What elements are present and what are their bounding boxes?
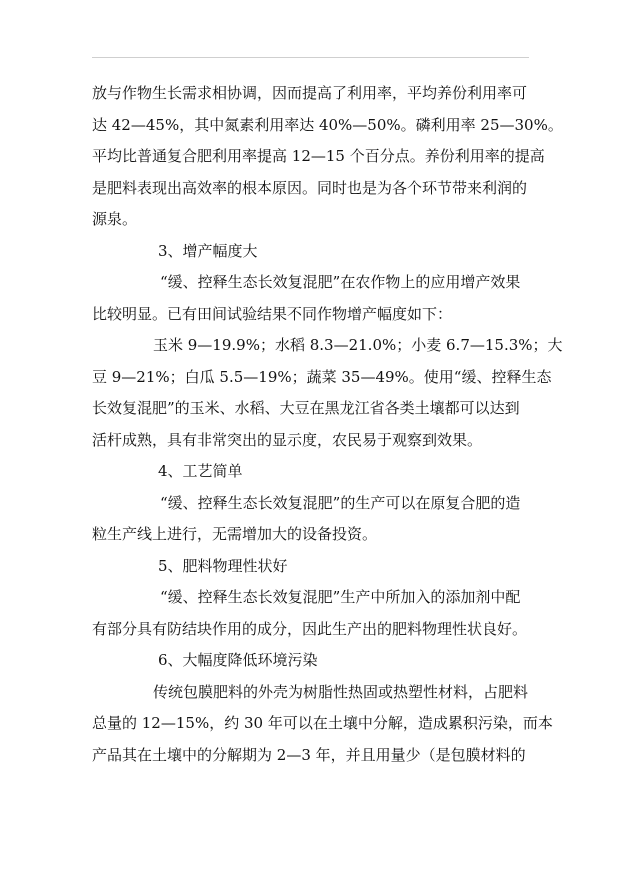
paragraph-line: “缓、控释生态长效复混肥”的生产可以在原复合肥的造 [160,493,521,512]
paragraph-line: 达 42—45%，其中氮素利用率达 40%—50%。磷利用率 25—30%。 [92,115,563,134]
paragraph-line: “缓、控释生态长效复混肥”在农作物上的应用增产效果 [160,273,521,291]
section-heading: 4、工艺简单 [158,462,243,480]
section-heading: 5、肥料物理性状好 [158,556,288,575]
paragraph-line: “缓、控释生态长效复混肥”生产中所加入的添加剂中配 [160,588,521,606]
paragraph-line: 比较明显。已有田间试验结果不同作物增产幅度如下： [92,304,453,323]
paragraph-line: 平均比普通复合肥利用率提高 12—15 个百分点。养份利用率的提高 [92,147,545,165]
section-heading: 3、增产幅度大 [158,241,258,260]
paragraph-line: 是肥料表现出高效率的根本原因。同时也是为各个环节带来利润的 [92,178,528,197]
paragraph-line: 源泉。 [92,210,138,228]
section-heading: 6、大幅度降低环境污染 [158,651,318,669]
paragraph-line: 产品其在土壤中的分解期为 2—3 年，并且用量少（是包膜材料的 [92,745,526,764]
paragraph-line: 豆 9—21%；白瓜 5.5—19%；蔬菜 35—49%。使用“缓、控释生态 [92,367,552,386]
paragraph-line: 玉米 9—19.9%；水稻 8.3—21.0%；小麦 6.7—15.3%；大 [153,336,563,354]
paragraph-line: 传统包膜肥料的外壳为树脂性热固或热塑性材料，占肥料 [153,682,529,701]
paragraph-line: 粒生产线上进行，无需增加大的设备投资。 [92,525,378,543]
paragraph-line: 活杆成熟，具有非常突出的显示度，农民易于观察到效果。 [92,430,483,449]
paragraph-line: 长效复混肥”的玉米、水稻、大豆在黑龙江省各类土壤都可以达到 [92,399,520,417]
header-divider [92,57,529,58]
paragraph-line: 放与作物生长需求相协调，因而提高了利用率，平均养份利用率可 [92,84,528,102]
paragraph-line: 有部分具有防结块作用的成分，因此生产出的肥料物理性状良好。 [92,619,528,638]
paragraph-line: 总量的 12—15%，约 30 年可以在土壤中分解，造成累积污染，而本 [92,714,553,732]
document-body [92,78,563,771]
